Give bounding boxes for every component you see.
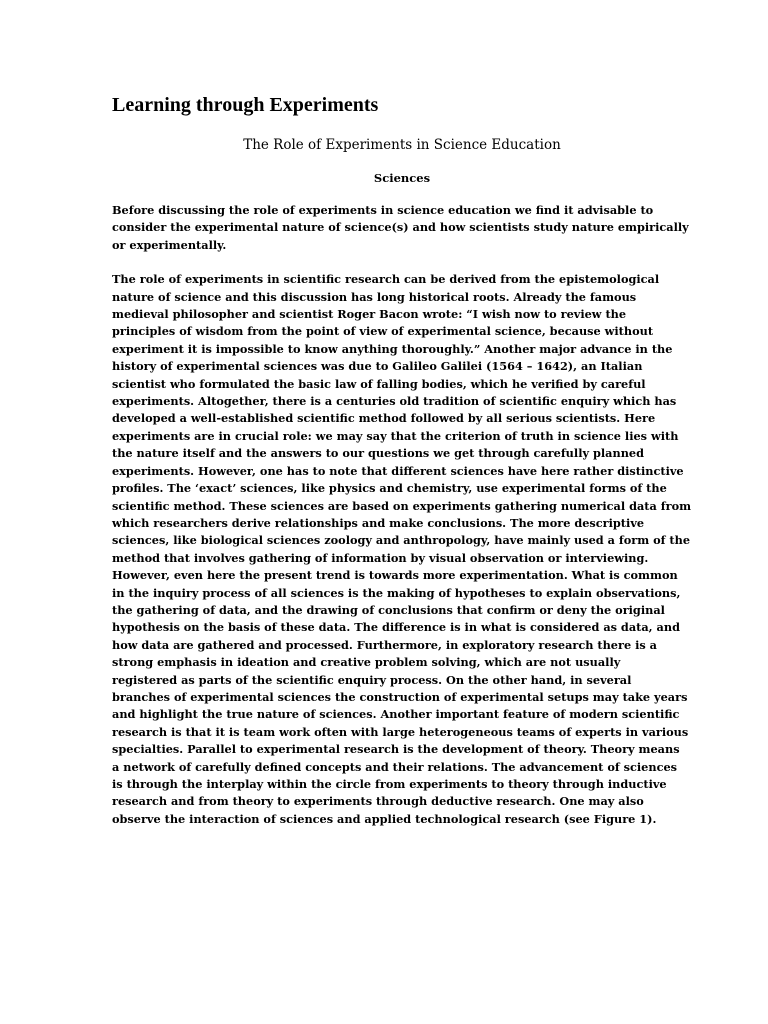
text-line: and highlight the true nature of sciences. Another important feature of modern scientific [112,707,680,722]
text-line: history of experimental sciences was due to Galileo Galilei (1564 – 1642), an Italian [112,359,643,374]
text-line: strong emphasis in ideation and creative problem solving, which are not usually [112,655,621,670]
text-line: a network of carefully defined concepts and their relations. The advancement of sciences [112,759,678,774]
text-line: in the inquiry process of all sciences is the making of hypotheses to explain observations, [112,585,681,600]
document-title: Learning through Experiments [112,94,379,116]
text-line: registered as parts of the scientific enquiry process. On the other hand, in several [112,672,632,687]
text-line: the gathering of data, and the drawing of conclusions that confirm or deny the original [112,602,665,617]
text-line: or experimentally. [112,237,227,252]
text-line: is through the interplay within the circle from experiments to theory through inductive [112,777,667,791]
text-line: branches of experimental sciences the construction of experimental setups may take years [112,689,688,704]
body-text [112,202,692,828]
text-line: experiments. Altogether, there is a centuries old tradition of scientific enquiry which has [112,394,677,409]
paragraph [112,202,692,254]
text-line: principles of wisdom from the point of view of experimental science, because without [112,324,654,339]
text-line: hypothesis on the basis of these data. The difference is in what is considered as data, and [112,620,680,635]
text-line: nature of science and this discussion has long historical roots. Already the famous [112,289,637,304]
text-line: which researchers derive relationships and make conclusions. The more descriptive [112,515,645,530]
text-line: sciences, like biological sciences zoology and anthropology, have mainly used a form of the [112,533,691,548]
section-heading: Sciences [373,171,431,185]
text-line: observe the interaction of sciences and applied technological research (see Figure 1). [112,811,657,826]
text-line: experiment it is impossible to know anything thoroughly.” Another major advance in the [112,341,673,356]
paragraph [112,271,692,828]
text-line: The role of experiments in scientific research can be derived from the epistemological [112,272,660,287]
text-line: method that involves gathering of information by visual observation or interviewing. [112,550,649,565]
text-line: developed a well-established scientific method followed by all serious scientists. Here [112,411,656,426]
text-line: research and from theory to experiments through deductive research. One may also [112,794,644,809]
text-line: medieval philosopher and scientist Roger Bacon wrote: “I wish now to review the [112,307,627,322]
text-line: research is that it is team work often with large heterogeneous teams of experts in various [112,724,689,739]
text-line: specialties. Parallel to experimental research is the development of theory. Theory means [112,742,680,757]
text-line: experiments are in crucial role: we may say that the criterion of truth in science lies with [112,428,679,443]
text-line: scientific method. These sciences are based on experiments gathering numerical data from [112,498,692,513]
text-line: experiments. However, one has to note that different sciences have here rather distinctive [112,463,684,478]
text-line: scientist who formulated the basic law of falling bodies, which he verified by careful [112,376,646,391]
text-line: However, even here the present trend is towards more experimentation. What is common [112,568,678,583]
text-line: Before discussing the role of experiments in science education we find it advisable to [112,203,654,217]
document-page [112,92,692,845]
document-subtitle: The Role of Experiments in Science Education [243,137,561,153]
text-line: how data are gathered and processed. Furthermore, in exploratory research there is a [112,637,657,652]
text-line: consider the experimental nature of science(s) and how scientists study nature empirically [112,220,689,235]
text-line: the nature itself and the answers to our questions we get through carefully planned [112,446,645,461]
text-line: profiles. The ‘exact’ sciences, like physics and chemistry, use experimental forms of the [112,481,667,496]
